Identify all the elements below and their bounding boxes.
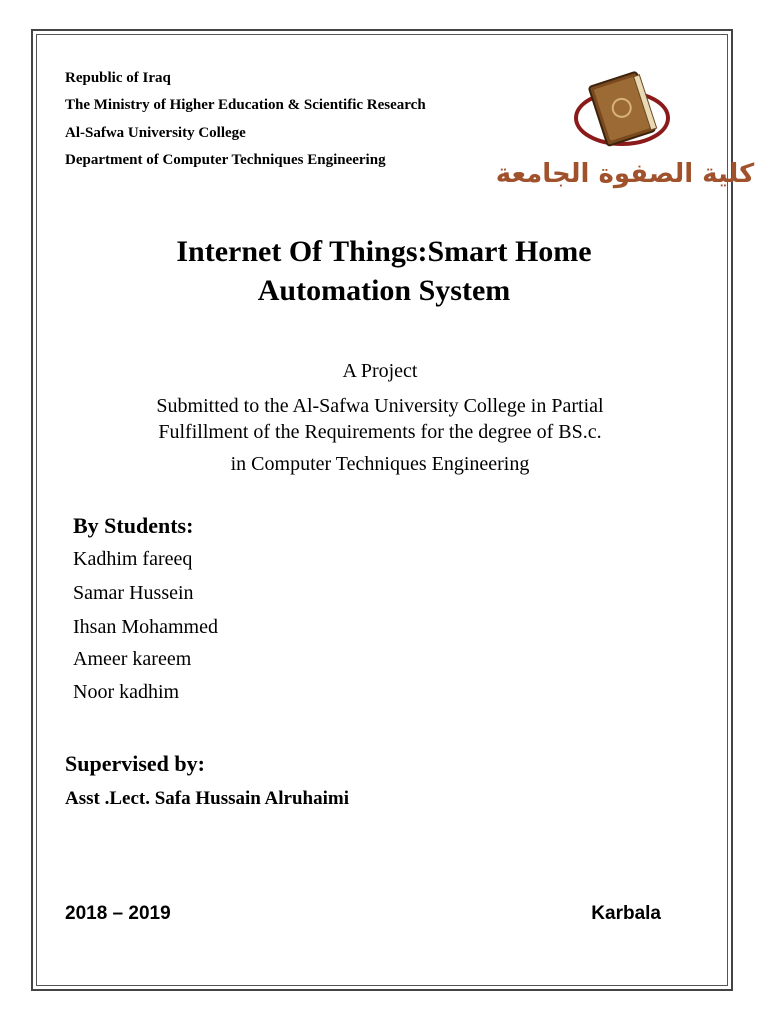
supervisor-heading: Supervised by:: [65, 751, 205, 776]
project-label: A Project: [342, 360, 418, 382]
submission-line-1: Submitted to the Al-Safwa University College in Partial: [156, 395, 604, 417]
header-country: Republic of Iraq: [65, 70, 171, 86]
header-department: Department of Computer Techniques Engineering: [65, 152, 386, 168]
submission-line-3: in Computer Techniques Engineering: [230, 453, 530, 475]
student-name: Noor kadhim: [73, 681, 180, 703]
student-name: Kadhim fareeq: [73, 548, 193, 570]
student-name: Ihsan Mohammed: [73, 616, 218, 638]
student-name: Ameer kareem: [73, 648, 192, 670]
students-heading: By Students:: [73, 513, 194, 538]
document-title: [0, 232, 768, 310]
city-name: Karbala: [591, 903, 661, 924]
student-name: Samar Hussein: [73, 582, 194, 604]
header-ministry: The Ministry of Higher Education & Scientific Research: [65, 97, 426, 113]
title-line-1: Internet Of Things:Smart Home: [176, 235, 592, 268]
supervisor-name: Asst .Lect. Safa Hussain Alruhaimi: [65, 788, 349, 809]
book-logo-icon: [495, 70, 755, 198]
college-logo: [495, 70, 755, 198]
academic-year: 2018 – 2019: [65, 903, 171, 924]
logo-arabic-text: كلية الصفوة الجامعة: [495, 159, 755, 189]
header-college: Al-Safwa University College: [65, 125, 246, 141]
title-line-2: Automation System: [257, 274, 511, 307]
submission-line-2: Fulfillment of the Requirements for the degree of BS.c.: [158, 421, 602, 443]
